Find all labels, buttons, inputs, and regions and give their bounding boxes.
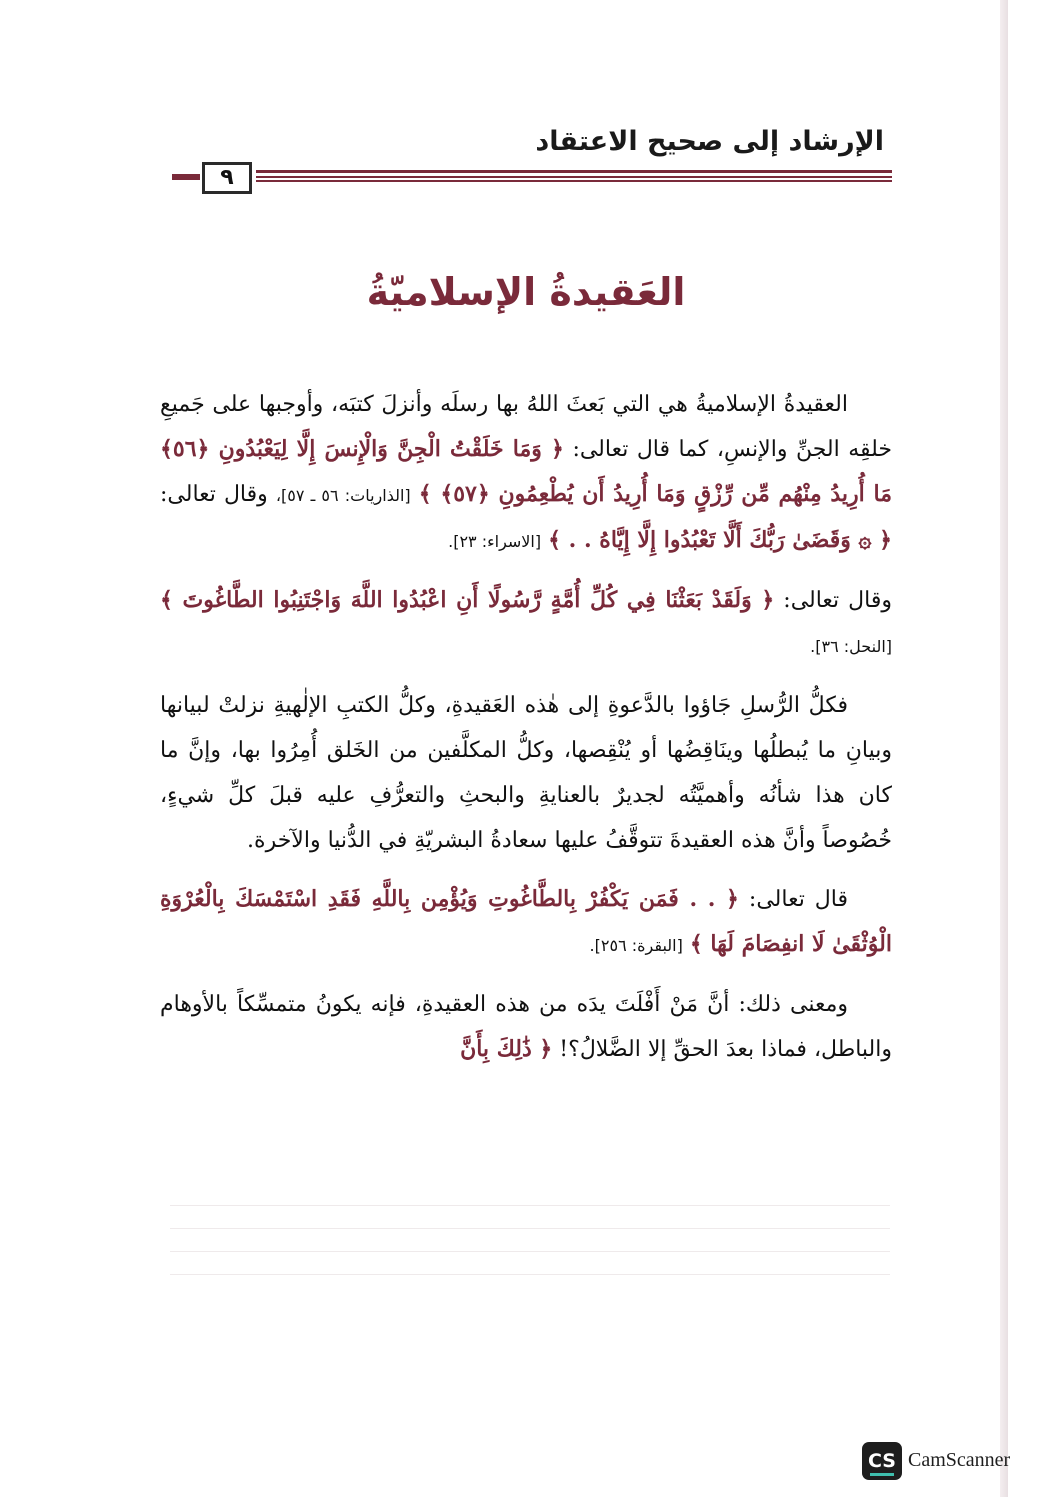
paragraph-5-text: ومعنى ذلك: أنَّ مَنْ أَفْلَتَ يدَه من هذه العقيدةِ، فإنه يكونُ متمسِّكاً بالأوهام والباطل، فماذا بعدَ الحقِّ إلا الضَّلالُ؟! — [160, 992, 892, 1062]
camscanner-watermark — [862, 1440, 1042, 1484]
paragraph-3-text: فكلُّ الرُّسلِ جَاؤوا بالدَّعوةِ إلى هٰذه العَقيدةِ، وكلُّ الكتبِ الإلٰهيةِ نزلتْ لبيانها وبيانِ ما يُبطلُها وينَاقِضُها أو يُنْقِصها، وكلُّ المكلَّفين من الخَلق أُمِرُوا بها، وإنَّ ما كان هذا شأنُه وأهميَّتُه لجديرٌ بالعنايةِ والبحثِ والتعرُّفِ عليه قبلَ كلِّ شيءٍ، خُصُوصاً وأنَّ هذه العقيدةَ تتوقَّفُ عليها سعادةُ البشريّةِ في الدُّنيا والآخرة. — [160, 693, 892, 853]
header-rule — [256, 170, 892, 182]
body-text — [160, 382, 892, 1086]
page-edge — [1000, 0, 1008, 1497]
paragraph-4-text: قال تعالى: — [748, 887, 848, 912]
paragraph-2-text: وقال تعالى: — [783, 588, 892, 613]
paragraph-1-text: العقيدةُ الإسلاميةُ هي التي بَعثَ اللهُ بها رسلَه وأنزلَ كتبَه، وأوجبها على جَميعِ خلقِه الجنِّ والإنسِ، كما قال تعالى: — [160, 392, 893, 462]
paragraph-5 — [160, 982, 892, 1072]
paragraph-2 — [160, 578, 892, 669]
quran-verse-al-isra: ﴿ ۞ وَقَضَىٰ رَبُّكَ أَلَّا تَعْبُدُوا إِلَّا إِيَّاهُ . . ﴾ — [548, 527, 892, 553]
header-rule-stub — [172, 174, 200, 180]
quran-verse-al-baqarah: ﴿ . . فَمَن يَكْفُرْ بِالطَّاغُوتِ وَيُؤْمِن بِاللَّهِ فَقَدِ اسْتَمْسَكَ بِالْعُرْوَةِ الْوُثْقَىٰ لَا انفِصَامَ لَهَا ﴾ — [160, 886, 892, 957]
quran-verse-continued: ﴿ ذَٰلِكَ بِأَنَّ — [460, 1036, 553, 1062]
quran-verse-adh-dhariyat: ﴿ وَمَا خَلَقْتُ الْجِنَّ وَالْإِنسَ إِلَّا لِيَعْبُدُونِ ﴿٥٦﴾ مَا أُرِيدُ مِنْهُم مِّن رِّزْقٍ وَمَا أُرِيدُ أَن يُطْعِمُونِ ﴿٥٧﴾ ﴾ — [160, 436, 892, 507]
chapter-title: العَقيدةُ الإسلاميّةُ — [366, 270, 686, 314]
paragraph-4 — [160, 877, 892, 968]
bleed-through-lines — [170, 1205, 890, 1297]
book-title: الإرشاد إلى صحيح الاعتقاد — [535, 126, 884, 157]
verse-reference: [البقرة: ٢٥٦]. — [589, 936, 683, 955]
paragraph-3 — [160, 683, 892, 863]
camscanner-logo: CS — [862, 1442, 902, 1480]
page-number: ٩ — [202, 162, 252, 194]
quran-verse-an-nahl: ﴿ وَلَقَدْ بَعَثْنَا فِي كُلِّ أُمَّةٍ رَّسُولًا أَنِ اعْبُدُوا اللَّهَ وَاجْتَنِبُوا الطَّاغُوتَ ﴾ — [160, 587, 775, 613]
running-header — [160, 126, 892, 206]
verse-reference: [الاسراء: ٢٣]. — [448, 532, 542, 551]
verse-reference: [الذاريات: ٥٦ ـ ٥٧]، — [275, 486, 411, 505]
camscanner-name: CamScanner — [908, 1449, 1011, 1471]
verse-reference: [النحل: ٣٦]. — [810, 637, 892, 656]
paragraph-1 — [160, 382, 892, 564]
paragraph-1-text-2: وقال تعالى: — [160, 482, 268, 507]
